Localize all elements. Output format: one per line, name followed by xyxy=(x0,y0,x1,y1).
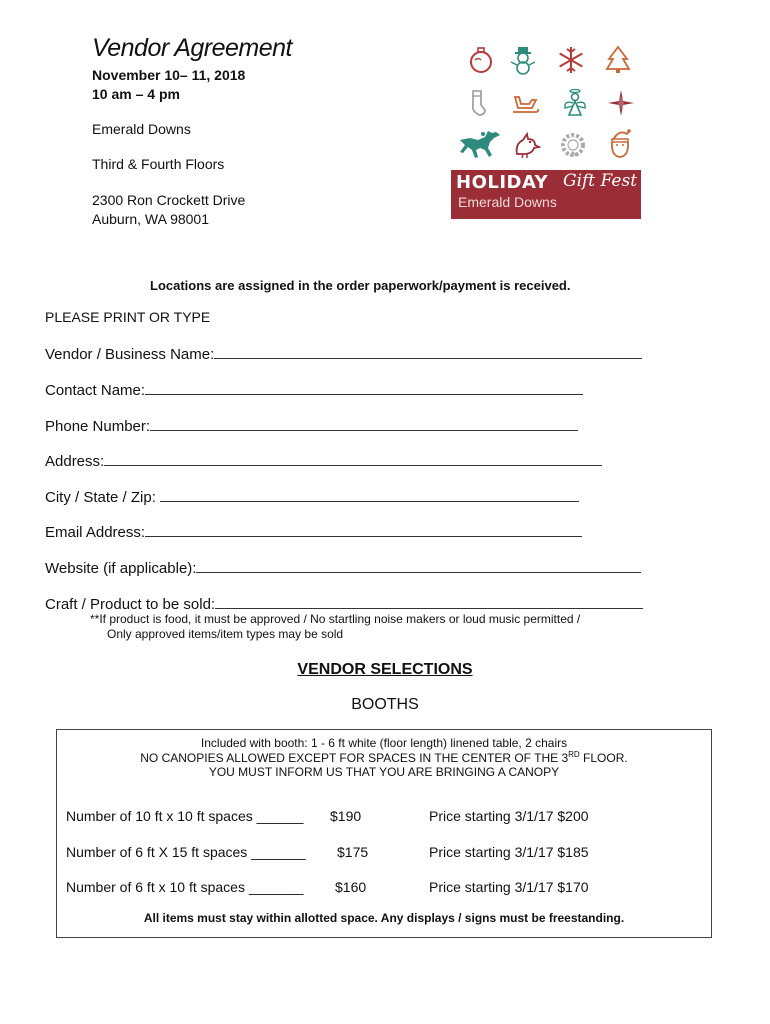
logo-word-gift-fest: Gift Fest xyxy=(563,171,638,191)
santa-icon xyxy=(605,128,635,158)
star-icon xyxy=(606,88,636,118)
page-title: Vendor Agreement xyxy=(92,34,292,62)
canopy-rule-superscript: RD xyxy=(568,750,580,759)
racehorse-icon xyxy=(458,128,502,160)
field-phone-number xyxy=(45,417,578,435)
website-line[interactable] xyxy=(196,559,641,573)
address-line-1: 2300 Ron Crockett Drive xyxy=(92,192,246,208)
vendor-name-line[interactable] xyxy=(214,345,642,359)
craft-product-line[interactable] xyxy=(215,595,643,609)
field-website xyxy=(45,559,641,577)
holiday-gift-fest-logo xyxy=(451,170,641,219)
space-rule-footer: All items must stay within allotted space. Any displays / signs must be freestanding. xyxy=(143,911,625,925)
stocking-icon xyxy=(463,88,493,118)
booth-6x15-later-price: Price starting 3/1/17 $185 xyxy=(429,844,589,860)
booth-6x15-label[interactable]: Number of 6 ft X 15 ft spaces _______ xyxy=(66,844,306,860)
event-hours: 10 am – 4 pm xyxy=(92,86,180,102)
field-label: City / State / Zip: xyxy=(45,489,161,506)
field-city-state-zip xyxy=(45,488,579,506)
field-address xyxy=(45,452,602,470)
angel-icon xyxy=(560,88,590,118)
canopy-rule-part-a: NO CANOPIES ALLOWED EXCEPT FOR SPACES IN THE CENTER OF THE 3 xyxy=(140,751,569,765)
field-contact-name xyxy=(45,381,583,399)
booth-included-text: Included with booth: 1 - 6 ft white (floor length) linened table, 2 chairs xyxy=(200,736,568,750)
logo-subtitle: Emerald Downs xyxy=(458,194,557,210)
booths-heading: BOOTHS xyxy=(351,696,419,713)
field-label: Contact Name: xyxy=(45,382,146,399)
snowflake-icon xyxy=(556,45,586,75)
print-note: PLEASE PRINT OR TYPE xyxy=(45,309,211,325)
email-address-line[interactable] xyxy=(145,523,582,537)
venue-floors: Third & Fourth Floors xyxy=(92,156,225,172)
address-line[interactable] xyxy=(104,452,602,466)
phone-number-line[interactable] xyxy=(150,417,578,431)
city-state-zip-line[interactable] xyxy=(160,488,579,502)
locations-notice: Locations are assigned in the order paperwork/payment is received. xyxy=(150,278,571,293)
contact-name-line[interactable] xyxy=(145,381,583,395)
logo-word-holiday: HOLIDAY xyxy=(456,172,549,193)
wreath-icon xyxy=(558,130,588,160)
tree-icon xyxy=(603,45,633,75)
canopy-rule-text xyxy=(56,750,712,765)
canopy-inform-text: YOU MUST INFORM US THAT YOU ARE BRINGING A CANOPY xyxy=(208,765,560,779)
product-note-1: **If product is food, it must be approved / No startling noise makers or loud music permitted / xyxy=(90,612,581,626)
field-label: Address: xyxy=(45,453,105,470)
booth-6x10-label[interactable]: Number of 6 ft x 10 ft spaces _______ xyxy=(66,879,304,895)
booth-6x10-later-price: Price starting 3/1/17 $170 xyxy=(429,879,589,895)
booth-10x10-label[interactable]: Number of 10 ft x 10 ft spaces ______ xyxy=(66,808,304,824)
bird-icon xyxy=(511,130,541,160)
field-label: Craft / Product to be sold: xyxy=(45,596,216,613)
product-note-2: Only approved items/item types may be sold xyxy=(107,627,344,641)
address-line-2: Auburn, WA 98001 xyxy=(92,211,210,227)
field-email-address xyxy=(45,523,582,541)
field-label: Email Address: xyxy=(45,524,146,541)
field-label: Website (if applicable): xyxy=(45,560,197,577)
booth-6x15-price: $175 xyxy=(337,844,369,860)
booth-10x10-price: $190 xyxy=(330,808,362,824)
event-dates: November 10– 11, 2018 xyxy=(92,67,246,83)
vendor-selections-heading: VENDOR SELECTIONS xyxy=(297,661,473,678)
ornament-icon xyxy=(466,45,496,75)
field-label: Phone Number: xyxy=(45,418,151,435)
snowman-icon xyxy=(508,45,538,75)
canopy-rule-part-b: FLOOR. xyxy=(579,751,628,765)
booth-10x10-later-price: Price starting 3/1/17 $200 xyxy=(429,808,589,824)
field-craft-product xyxy=(45,595,643,613)
booth-6x10-price: $160 xyxy=(335,879,367,895)
sleigh-icon xyxy=(510,88,540,118)
field-label: Vendor / Business Name: xyxy=(45,346,215,363)
field-vendor-business-name xyxy=(45,345,642,363)
venue-name: Emerald Downs xyxy=(92,121,191,137)
